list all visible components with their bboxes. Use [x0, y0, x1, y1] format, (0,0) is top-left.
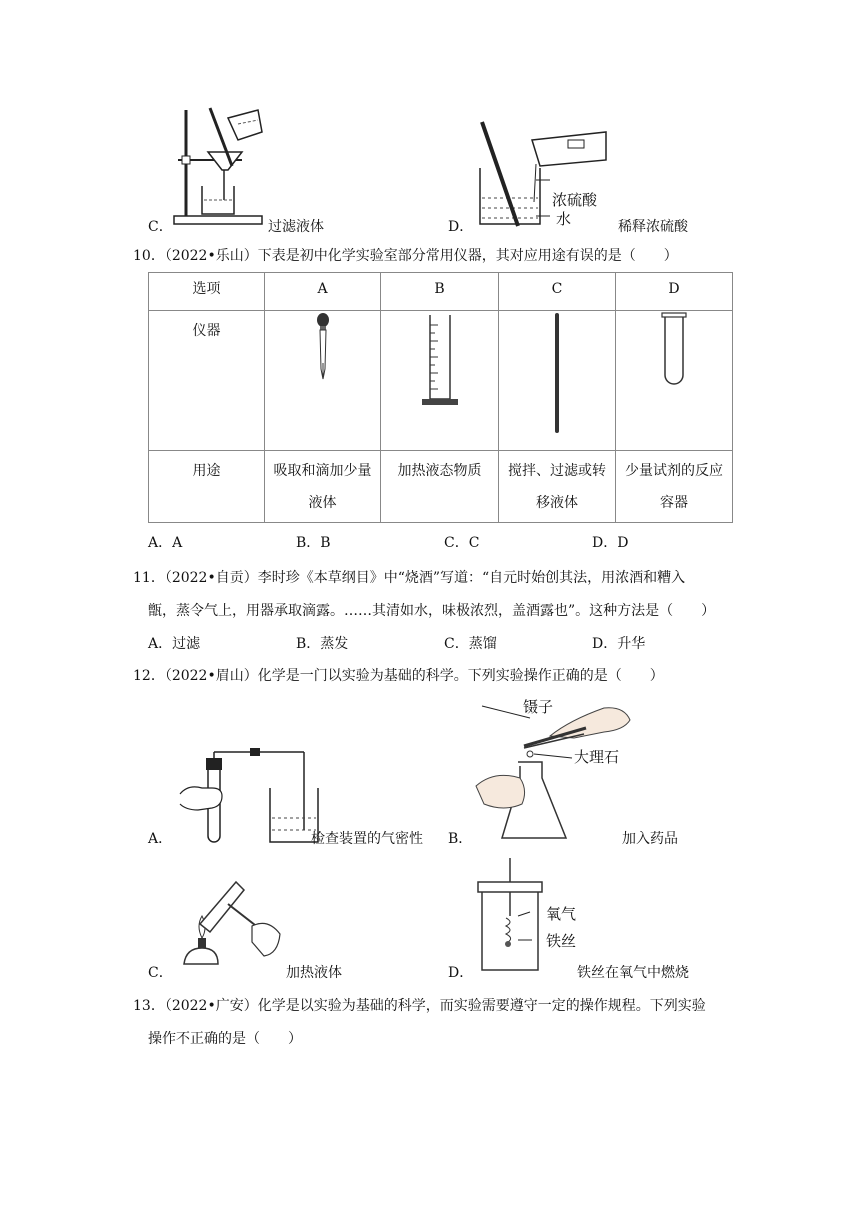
q11-option-d[interactable]: D．升华 [592, 636, 646, 652]
q13-stem-line2: 操作不正确的是（ ） [148, 1031, 302, 1047]
q12-label-iron-wire: 铁丝 [546, 932, 577, 950]
use-cell-c: 搅拌、过滤或转移液体 [499, 451, 616, 523]
q10-option-b[interactable]: B．B [296, 535, 331, 551]
table-header-cell: D [616, 273, 733, 311]
q10-option-c[interactable]: C．C [444, 535, 480, 551]
q12-option-b-text: 加入药品 [622, 831, 678, 847]
q10-option-a[interactable]: A．A [148, 535, 183, 551]
q12-option-c-text: 加热液体 [286, 965, 342, 981]
instrument-cell-c [499, 311, 616, 451]
q12-option-d-text: 铁丝在氧气中燃烧 [577, 965, 689, 981]
instrument-cell-d [616, 311, 733, 451]
q11-stem-line2: 甑，蒸令气上，用器承取滴露。……其清如水，味极浓烈，盖酒露也”。这种方法是（ ） [148, 603, 716, 619]
table-header-cell: C [499, 273, 616, 311]
q10-option-d[interactable]: D．D [592, 535, 629, 551]
table-row-instrument [149, 311, 733, 451]
q9-option-d-letter[interactable]: D． [448, 219, 474, 235]
q12-label-tweezers: 镊子 [523, 698, 554, 716]
glass-rod-icon [551, 311, 563, 435]
use-cell-a: 吸取和滴加少量液体 [265, 451, 381, 523]
table-row-label: 用途 [149, 451, 265, 523]
table-header-row [149, 273, 733, 311]
dropper-icon [313, 311, 333, 383]
iron-burning-figure [474, 856, 554, 976]
dilute-sulfuric-acid-figure [474, 118, 614, 230]
test-tube-icon [658, 311, 690, 391]
q11-stem-line1: 11．（2022•自贡）李时珍《本草纲目》中“烧酒”写道：“自元时始创其法，用浓酒和糟入 [133, 570, 686, 586]
q11-option-b[interactable]: B．蒸发 [296, 636, 349, 652]
q13-stem-line1: 13．（2022•广安）化学是以实验为基础的科学，而实验需要遵守一定的操作规程。下列实验 [133, 998, 706, 1014]
q9-label-concentrated-sulfuric-acid: 浓硫酸 [552, 191, 598, 209]
use-cell-b: 加热液态物质 [381, 451, 499, 523]
q10-instrument-table [148, 272, 733, 523]
heat-liquid-figure [172, 876, 284, 972]
add-reagent-figure [474, 700, 634, 848]
q9-option-d-text: 稀释浓硫酸 [618, 219, 688, 235]
q12-option-c-letter[interactable]: C． [148, 965, 173, 981]
table-row-use [149, 451, 733, 523]
q11-option-a[interactable]: A．过滤 [148, 636, 201, 652]
table-row-label: 仪器 [149, 311, 265, 451]
q12-option-a-letter[interactable]: A． [148, 831, 173, 847]
q12-option-d-letter[interactable]: D． [448, 965, 474, 981]
q11-option-c[interactable]: C．蒸馏 [444, 636, 497, 652]
q12-stem: 12．（2022•眉山）化学是一门以实验为基础的科学。下列实验操作正确的是（ ） [133, 668, 664, 684]
q9-option-c-letter[interactable]: C． [148, 219, 173, 235]
instrument-cell-a [265, 311, 381, 451]
q12-option-b-letter[interactable]: B． [448, 831, 473, 847]
instrument-cell-b [381, 311, 499, 451]
q9-label-water: 水 [556, 210, 572, 228]
use-cell-d: 少量试剂的反应容器 [616, 451, 733, 523]
table-header-cell: A [265, 273, 381, 311]
q12-label-marble: 大理石 [574, 748, 620, 766]
airtightness-check-figure [178, 748, 318, 848]
table-header-cell: 选项 [149, 273, 265, 311]
q12-label-oxygen: 氧气 [546, 905, 577, 923]
q12-option-a-text: 检查装置的气密性 [311, 831, 423, 847]
q9-option-c-text: 过滤液体 [268, 219, 324, 235]
filtration-apparatus-figure [172, 100, 272, 228]
table-header-cell: B [381, 273, 499, 311]
graduated-cylinder-icon [418, 311, 462, 411]
q10-stem: 10．（2022•乐山）下表是初中化学实验室部分常用仪器，其对应用途有误的是（ ） [133, 248, 678, 264]
